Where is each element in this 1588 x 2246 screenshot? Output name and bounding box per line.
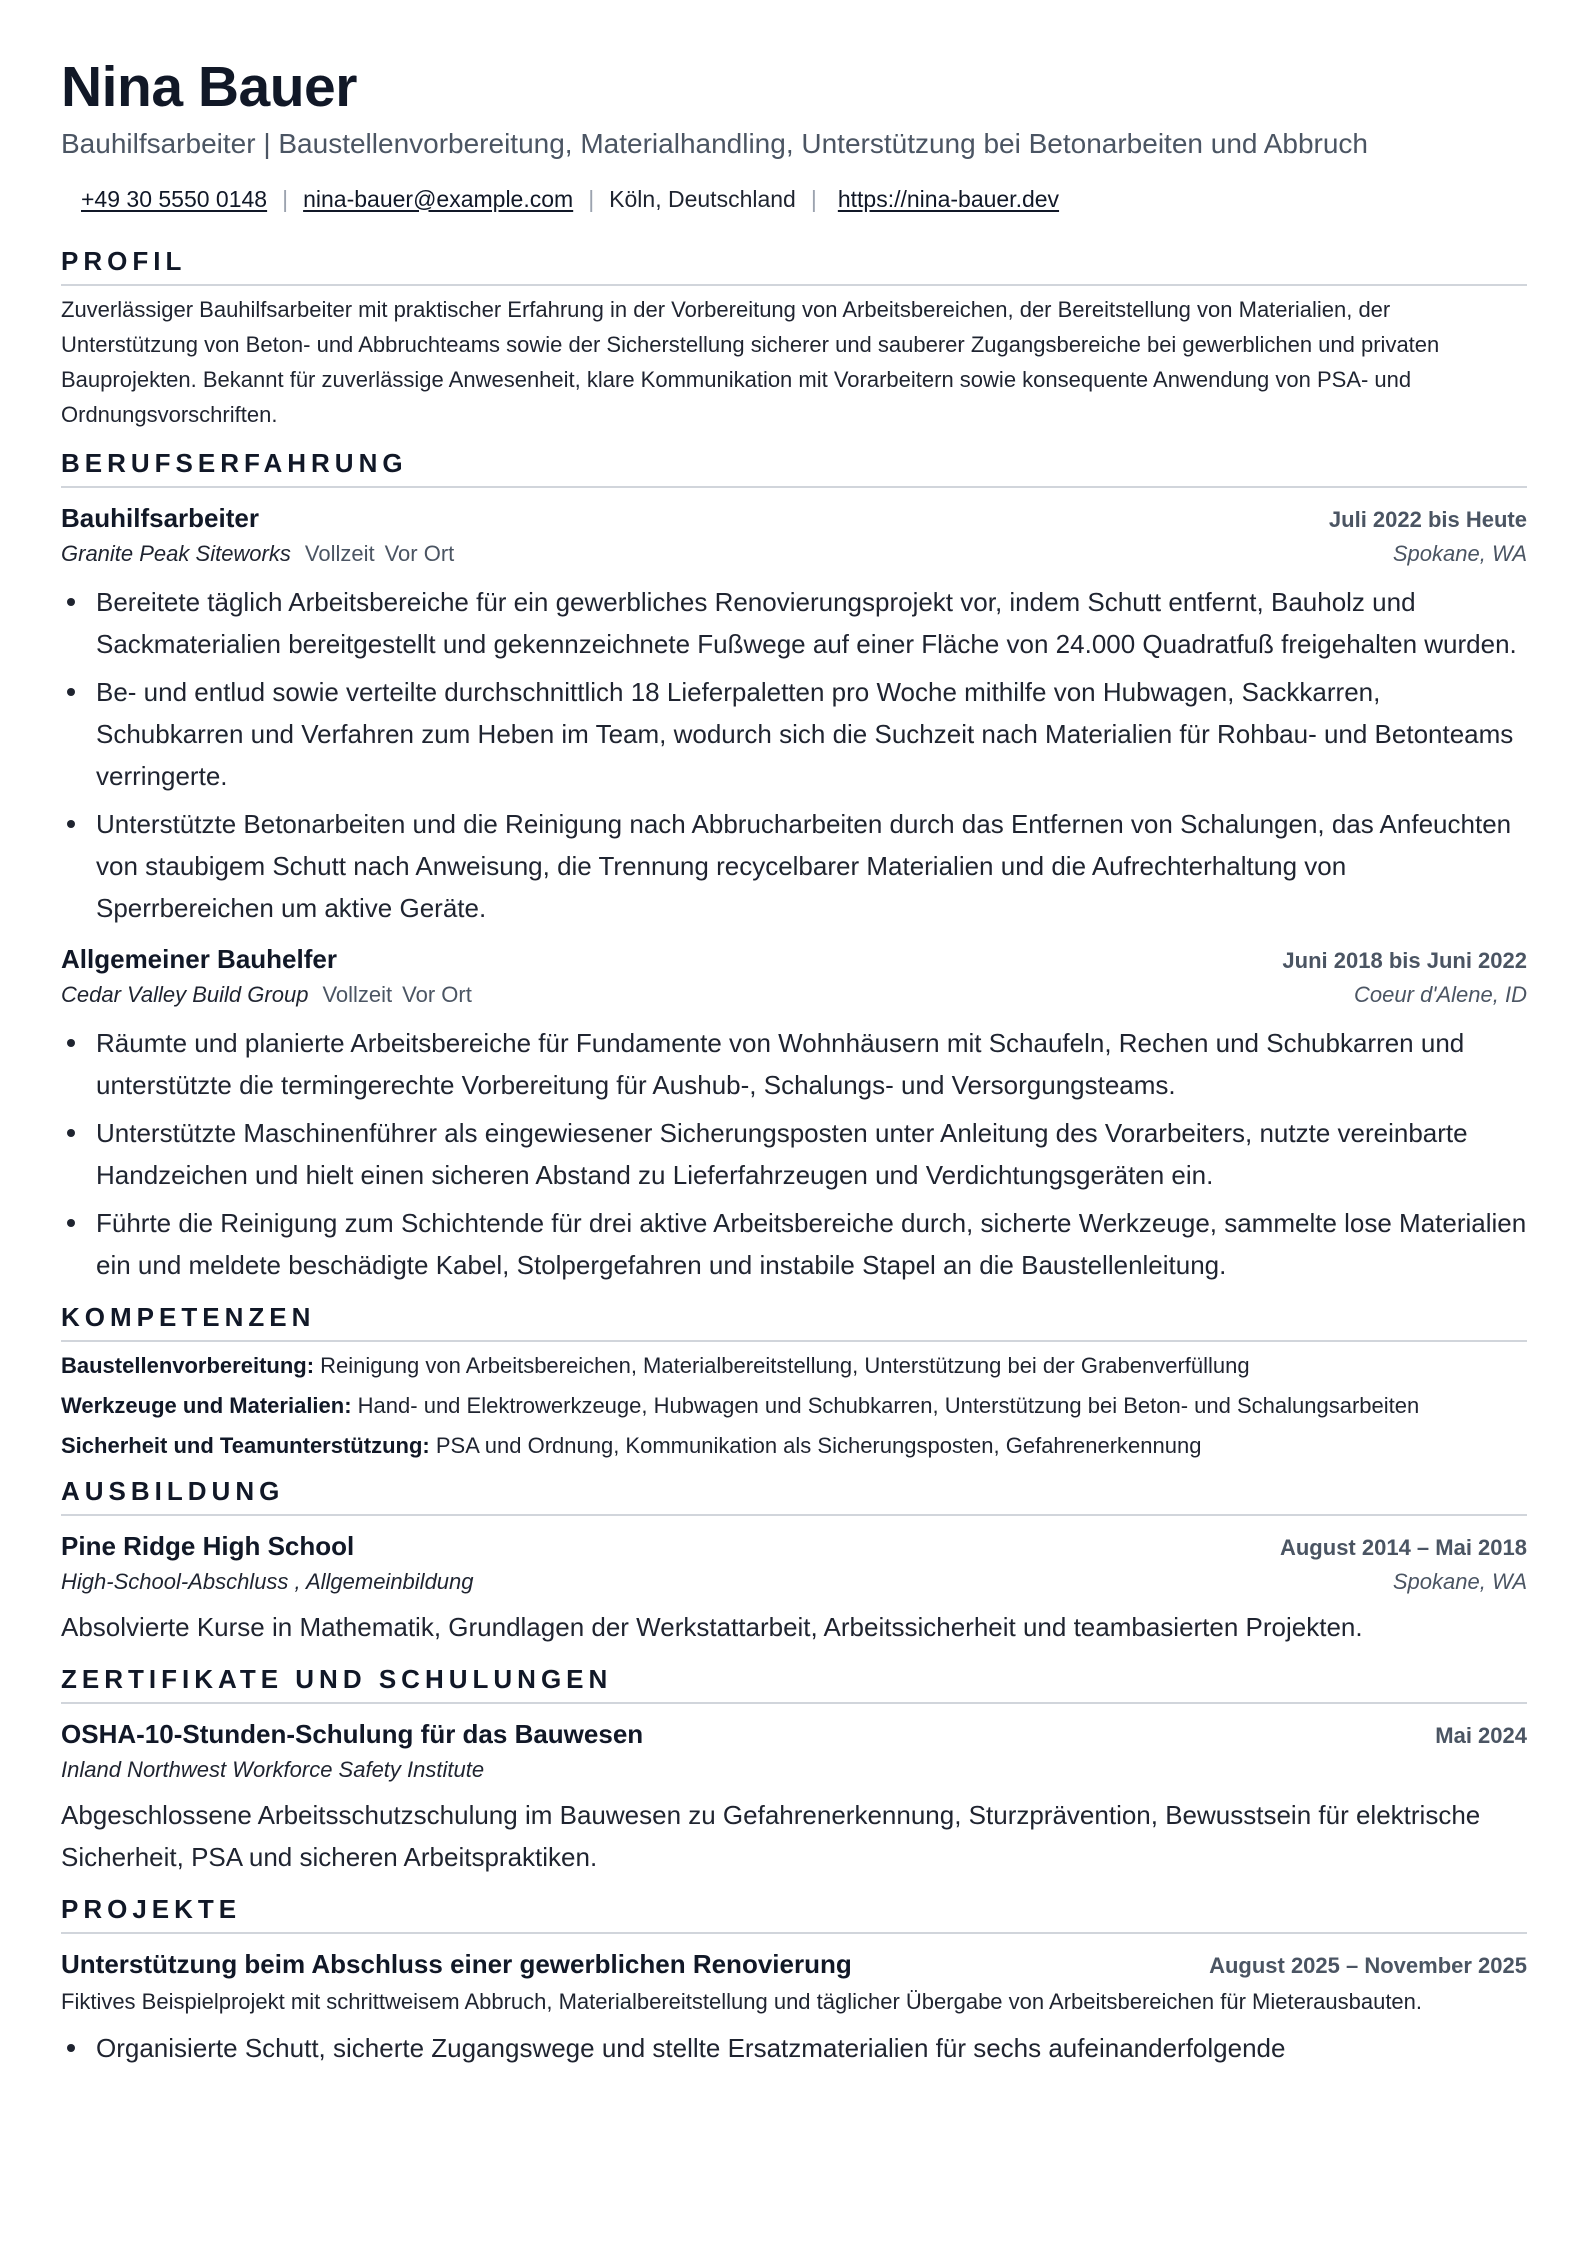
- work-mode: Vor Ort: [384, 541, 455, 566]
- email-link[interactable]: nina-bauer@example.com: [303, 185, 574, 212]
- project-bullets: [61, 2027, 1527, 2069]
- contact-separator: |: [282, 185, 289, 212]
- bullet-icon: [67, 1219, 75, 1227]
- skill-line: Sicherheit und Teamunterstützung: PSA und Ordnung, Kommunikation als Sicherungsposten, Gefahrenerkennung: [61, 1433, 1202, 1458]
- project-name: Unterstützung beim Abschluss einer gewerblichen Renovierung: [61, 1949, 852, 1979]
- phone-link[interactable]: +49 30 5550 0148: [81, 185, 268, 212]
- bullet-icon: [67, 820, 75, 828]
- certificate-text: Abgeschlossene Arbeitsschutzschulung im Bauwesen zu Gefahrenerkennung, Sturzprävention, Bewusstsein für elektrische Sicherheit, PSA und sicheren Arbeitspraktiken.: [61, 1800, 1481, 1872]
- certificate-issuer: Inland Northwest Workforce Safety Institute: [61, 1757, 485, 1782]
- list-item: Bereitete täglich Arbeitsbereiche für ein gewerbliches Renovierungsprojekt vor, indem Schutt entfernt, Bauholz und Sackmaterialien bereitgestellt und gekennzeichnete Fußwege auf einer Fläche von 24.000 Quadratfuß freigehalten wurden.: [61, 581, 1527, 665]
- job-location: Coeur d'Alene, ID: [1354, 982, 1527, 1007]
- bullet-icon: [67, 2044, 75, 2052]
- experience-section: [61, 446, 1527, 1286]
- school-name: Pine Ridge High School: [61, 1531, 355, 1561]
- school-location: Spokane, WA: [1392, 1569, 1527, 1594]
- list-item: Unterstützte Betonarbeiten und die Reinigung nach Abbrucharbeiten durch das Entfernen von Schalungen, das Anfeuchten von staubigem Schutt nach Anweisung, die Trennung recycelbarer Materialien und die Aufrechterhaltung von Sperrbereichen um aktive Geräte.: [61, 803, 1527, 929]
- employment-type: Vollzeit: [322, 982, 393, 1007]
- company-name: Cedar Valley Build Group: [61, 982, 309, 1007]
- list-item: Führte die Reinigung zum Schichtende für drei aktive Arbeitsbereiche durch, sicherte Werkzeuge, sammelte lose Materialien ein und meldete beschädigte Kabel, Stolpergefahren und instabile Stapel an die Baustellenleitung.: [61, 1202, 1527, 1286]
- location-text: Köln, Deutschland: [609, 185, 796, 212]
- section-title: PROFIL: [61, 244, 1527, 286]
- section-title: ZERTIFIKATE UND SCHULUNGEN: [61, 1662, 1527, 1704]
- contact-separator: |: [810, 185, 817, 212]
- project-dates: August 2025 – November 2025: [1209, 1953, 1527, 1978]
- list-item: Be- und entlud sowie verteilte durchschnittlich 18 Lieferpaletten pro Woche mithilfe von Hubwagen, Sackkarren, Schubkarren und Verfahren zum Heben im Team, wodurch sich die Suchzeit nach Materialien für Rohbau- und Betonteams verringerte.: [61, 671, 1527, 797]
- candidate-name: Nina Bauer: [61, 55, 357, 119]
- skills-section: [61, 1300, 1527, 1460]
- education-dates: August 2014 – Mai 2018: [1279, 1535, 1527, 1560]
- job-bullets: [61, 581, 1527, 929]
- profile-text: Zuverlässiger Bauhilfsarbeiter mit praktischer Erfahrung in der Vorbereitung von Arbeitsbereichen, der Bereitstellung von Materialien, der Unterstützung von Beton- und Abbruchteams sowie der Sicherstellung sicherer und sauberer Zugangsbereiche bei gewerblichen und privaten Bauprojekten. Bekannt für zuverlässige Anwesenheit, klare Kommunikation mit Vorarbeitern sowie konsequente Anwendung von PSA- und Ordnungsvorschriften.: [61, 297, 1440, 427]
- job-bullets: [61, 1022, 1527, 1286]
- projects-section: [61, 1892, 1527, 2069]
- company-name: Granite Peak Siteworks: [61, 541, 291, 566]
- education-section: [61, 1474, 1527, 1648]
- profile-section: [61, 244, 1527, 432]
- job-entry: [61, 941, 1527, 1286]
- project-description: Fiktives Beispielprojekt mit schrittweisem Abbruch, Materialbereitstellung und täglicher Übergabe von Arbeitsbereichen für Mieterausbauten.: [61, 1989, 1423, 2014]
- section-title: AUSBILDUNG: [61, 1474, 1527, 1516]
- certificate-date: Mai 2024: [1435, 1723, 1527, 1748]
- work-mode: Vor Ort: [402, 982, 472, 1007]
- degree: High-School-Abschluss , Allgemeinbildung: [61, 1569, 474, 1594]
- section-title: BERUFSERFAHRUNG: [61, 446, 1527, 488]
- bullet-icon: [67, 1129, 75, 1137]
- education-text: Absolvierte Kurse in Mathematik, Grundlagen der Werkstattarbeit, Arbeitssicherheit und teambasierten Projekten.: [61, 1612, 1363, 1642]
- section-title: KOMPETENZEN: [61, 1300, 1527, 1342]
- job-dates: Juli 2022 bis Heute: [1328, 507, 1527, 532]
- section-title: PROJEKTE: [61, 1892, 1527, 1934]
- list-item: Organisierte Schutt, sicherte Zugangswege und stellte Ersatzmaterialien für sechs aufeinanderfolgende: [61, 2027, 1527, 2069]
- skill-line: Werkzeuge und Materialien: Hand- und Elektrowerkzeuge, Hubwagen und Schubkarren, Unterstützung bei Beton- und Schalungsarbeiten: [61, 1393, 1420, 1418]
- job-location: Spokane, WA: [1392, 541, 1527, 566]
- certifications-section: [61, 1662, 1527, 1878]
- contact-bar: [61, 182, 1527, 216]
- skill-line: Baustellenvorbereitung: Reinigung von Arbeitsbereichen, Materialbereitstellung, Unterstützung bei der Grabenverfüllung: [61, 1353, 1250, 1378]
- contact-separator: |: [588, 185, 595, 212]
- job-title: Allgemeiner Bauhelfer: [61, 944, 337, 974]
- website-link[interactable]: https://nina-bauer.dev: [837, 185, 1060, 212]
- job-title: Bauhilfsarbeiter: [61, 503, 259, 533]
- resume-header: [61, 52, 1527, 216]
- bullet-icon: [67, 688, 75, 696]
- candidate-headline: Bauhilfsarbeiter | Baustellenvorbereitung, Materialhandling, Unterstützung bei Betonarbeiten und Abbruch: [61, 128, 1368, 159]
- list-item: Unterstützte Maschinenführer als eingewiesener Sicherungsposten unter Anleitung des Vorarbeiters, nutzte vereinbarte Handzeichen und hielt einen sicheren Abstand zu Lieferfahrzeugen und Verdichtungsgeräten ein.: [61, 1112, 1527, 1196]
- job-dates: Juni 2018 bis Juni 2022: [1282, 948, 1527, 973]
- certificate-name: OSHA-10-Stunden-Schulung für das Bauwesen: [61, 1719, 644, 1749]
- employment-type: Vollzeit: [304, 541, 375, 566]
- list-item: Räumte und planierte Arbeitsbereiche für Fundamente von Wohnhäusern mit Schaufeln, Rechen und Schubkarren und unterstützte die termingerechte Vorbereitung für Aushub-, Schalungs- und Versorgungsteams.: [61, 1022, 1527, 1106]
- bullet-icon: [67, 1039, 75, 1047]
- job-entry: [61, 500, 1527, 929]
- bullet-icon: [67, 598, 75, 606]
